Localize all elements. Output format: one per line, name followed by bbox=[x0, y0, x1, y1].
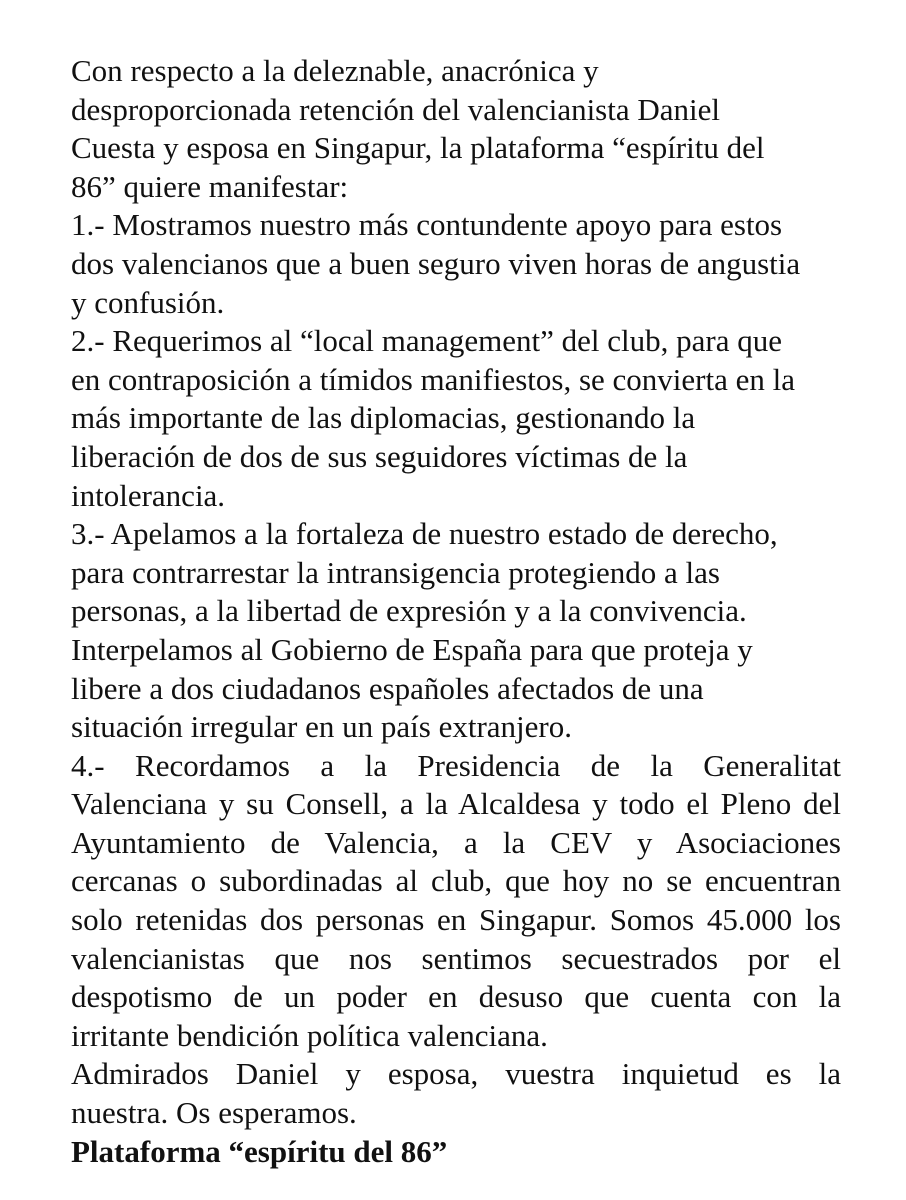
text-line: Cuesta y esposa en Singapur, la plataforma “espíritu del bbox=[71, 130, 765, 166]
text-line: en contraposición a tímidos manifiestos, se convierta en la bbox=[71, 361, 795, 397]
point-4-paragraph bbox=[71, 747, 841, 1056]
text-line: 86” quiere manifestar: bbox=[71, 168, 349, 204]
text-line: 2.- Requerimos al “local management” del club, para que bbox=[71, 323, 782, 359]
signature: Plataforma “espíritu del 86” bbox=[71, 1133, 448, 1169]
text-line: dos valencianos que a buen seguro viven horas de angustia bbox=[71, 245, 801, 281]
text-line: liberación de dos de sus seguidores víctimas de la bbox=[71, 438, 688, 474]
text-line: 1.- Mostramos nuestro más contundente apoyo para estos bbox=[71, 207, 783, 243]
text-line: personas, a la libertad de expresión y a la convivencia. bbox=[71, 593, 747, 629]
statement-document bbox=[71, 52, 841, 1171]
text-line: desproporcionada retención del valencianista Daniel bbox=[71, 91, 721, 127]
text-line: valencianistas que nos sentimos secuestrados por el bbox=[71, 940, 841, 976]
text-line: para contrarrestar la intransigencia protegiendo a las bbox=[71, 554, 720, 590]
text-line: cercanas o subordinadas al club, que hoy no se encuentran bbox=[71, 863, 841, 899]
point-1-paragraph bbox=[71, 206, 841, 322]
text-line: 3.- Apelamos a la fortaleza de nuestro estado de derecho, bbox=[71, 516, 778, 552]
text-line: Valenciana y su Consell, a la Alcaldesa y todo el Pleno del bbox=[71, 786, 841, 822]
text-line: y confusión. bbox=[71, 284, 225, 320]
text-line: Interpelamos al Gobierno de España para que proteja y bbox=[71, 631, 753, 667]
text-line: más importante de las diplomacias, gestionando la bbox=[71, 400, 696, 436]
text-line: irritante bendición política valenciana. bbox=[71, 1017, 548, 1053]
point-3-paragraph bbox=[71, 515, 841, 747]
text-line: libere a dos ciudadanos españoles afectados de una bbox=[71, 670, 704, 706]
closing-paragraph bbox=[71, 1055, 841, 1132]
text-line: Con respecto a la deleznable, anacrónica y bbox=[71, 53, 599, 88]
text-line: intolerancia. bbox=[71, 477, 226, 513]
text-line: solo retenidas dos personas en Singapur. Somos 45.000 los bbox=[71, 902, 841, 938]
text-line: Admirados Daniel y esposa, vuestra inquietud es la bbox=[71, 1056, 841, 1092]
text-line: despotismo de un poder en desuso que cuenta con la bbox=[71, 979, 841, 1015]
text-line: 4.- Recordamos a la Presidencia de la Generalitat bbox=[71, 747, 841, 783]
point-2-paragraph bbox=[71, 322, 841, 515]
text-line: Ayuntamiento de Valencia, a la CEV y Asociaciones bbox=[71, 824, 841, 860]
text-line: situación irregular en un país extranjero. bbox=[71, 709, 572, 745]
text-line: nuestra. Os esperamos. bbox=[71, 1095, 357, 1131]
intro-paragraph bbox=[71, 52, 841, 206]
